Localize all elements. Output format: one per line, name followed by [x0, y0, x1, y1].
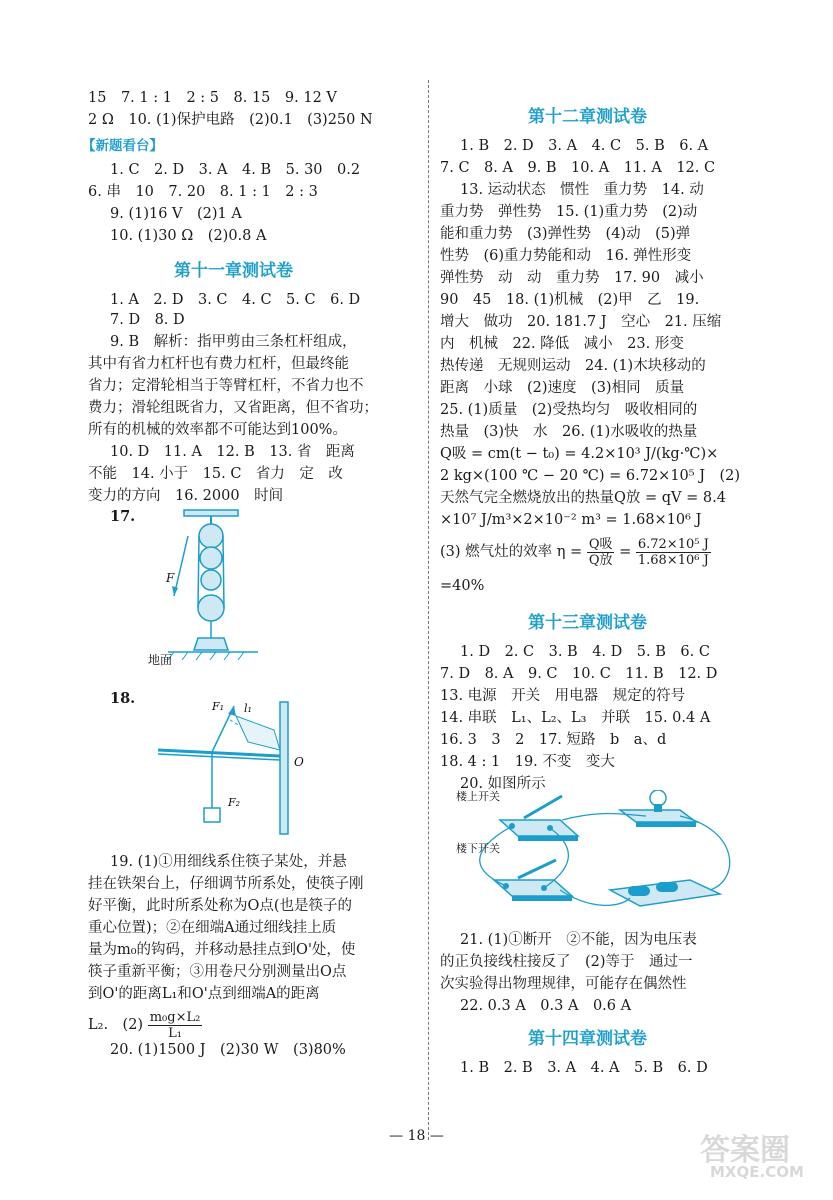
answer-line: 10. (1)30 Ω (2)0.8 A [110, 228, 267, 244]
efficiency-line [440, 532, 711, 572]
fraction [148, 1010, 203, 1041]
fraction-denominator: Q放 [588, 552, 613, 568]
answer-line: 13. 运动状态 惯性 重力势 14. 动 [460, 182, 704, 198]
answer-line: 90 45 18. (1)机械 (2)甲 乙 19. [440, 292, 700, 308]
answer-line: 2 Ω 10. (1)保护电路 (2)0.1 (3)250 N [88, 112, 373, 128]
fraction-denominator: 1.68×10⁶ J [637, 552, 709, 568]
answer-line: Q吸 = cm(t − t₀) = 4.2×10³ J/(kg·℃)× [440, 446, 719, 462]
answer-line: 省力；定滑轮相当于等臂杠杆，不省力也不 [88, 378, 364, 394]
efficiency-text: (3) 燃气灶的效率 η = [440, 544, 583, 560]
answer-line: 挂在铁架台上，仔细调节所系处，使筷子刚 [88, 876, 364, 892]
answer-line: 6. 串 10 7. 20 8. 1 : 1 2 : 3 [88, 184, 318, 200]
answer-line: 好平衡，此时所系处称为O点(也是筷子的 [88, 898, 353, 914]
circuit-figure [450, 790, 740, 930]
answer-line: ×10⁷ J/m³×2×10⁻² m³ = 1.68×10⁶ J [440, 512, 702, 528]
answer-line: 其中有省力杠杆也有费力杠杆，但最终能 [88, 356, 349, 372]
answer-line: 22. 0.3 A 0.3 A 0.6 A [460, 998, 632, 1014]
pivot-O-label: O [294, 755, 304, 769]
answer-line: 9. (1)16 V (2)1 A [110, 206, 242, 222]
answer-line: 7. D 8. A 9. C 10. C 11. B 12. D [440, 666, 718, 682]
answer-line: 15 7. 1 : 1 2 : 5 8. 15 9. 12 V [88, 90, 337, 106]
answer-line: 20. 如图所示 [460, 776, 546, 792]
fraction-numerator: 6.72×10⁵ J [637, 536, 709, 552]
answer-line: 性势 (6)重力势能和动 16. 弹性形变 [440, 248, 692, 264]
answer-text: L₂. (2) [88, 1017, 144, 1033]
answer-line: 16. 3 3 2 17. 短路 b a、d [440, 732, 667, 748]
answer-line: 1. B 2. D 3. A 4. C 5. B 6. A [460, 138, 709, 154]
answer-line: 18. 4 : 1 19. 不变 变大 [440, 754, 615, 770]
answer-line: 变力的方向 16. 2000 时间 [88, 488, 284, 504]
answer-line: 量为m₀的钩码，并移动悬挂点到O'处，使 [88, 942, 356, 958]
answer-line: 增大 做功 20. 181.7 J 空心 21. 压缩 [440, 314, 722, 330]
answer-line: 7. D 8. D [110, 312, 185, 328]
section-title-ch14: 第十四章测试卷 [528, 1029, 647, 1049]
pulley-figure [148, 500, 338, 680]
answer-line: 20. (1)1500 J (2)30 W (3)80% [110, 1042, 346, 1058]
watermark-logo [700, 1125, 820, 1185]
answer-line: 天然气完全燃烧放出的热量Q放 = qV = 8.4 [440, 490, 726, 506]
answer-line-fraction [88, 1008, 202, 1042]
answer-line: 能和重力势 (3)弹性势 (4)动 (5)弹 [440, 226, 691, 242]
answer-line: 所有的机械的效率都不可能达到100%。 [88, 422, 347, 438]
answer-line: 重心位置)；②在细端A通过细线挂上质 [88, 920, 337, 936]
new-topic-heading: 【新题看台】 [82, 138, 163, 154]
page-number: — 18 — [389, 1128, 444, 1144]
answer-line: 费力；滑轮组既省力，又省距离，但不省功； [88, 400, 378, 416]
answer-line: 内 机械 22. 降低 减小 23. 形变 [440, 336, 684, 352]
answer-line: 到O'的距离L₁和O'点到细端A的距离 [88, 986, 320, 1002]
section-title-ch12: 第十二章测试卷 [528, 107, 647, 127]
answer-line: 1. B 2. B 3. A 4. A 5. B 6. D [460, 1060, 708, 1076]
force-F2-label: F₂ [228, 796, 241, 809]
answer-line: 热传递 无规则运动 24. (1)木块移动的 [440, 358, 706, 374]
answer-line: 21. (1)①断开 ②不能，因为电压表 [460, 932, 697, 948]
answer-line: 9. B 解析：指甲剪由三条杠杆组成， [110, 334, 357, 350]
answer-line: 1. D 2. C 3. B 4. D 5. B 6. C [460, 644, 710, 660]
fraction-numerator: m₀g×L₂ [149, 1009, 201, 1025]
answer-line: 1. C 2. D 3. A 4. B 5. 30 0.2 [110, 162, 361, 178]
force-F1-label: F₁ [212, 700, 225, 713]
answer-line: 14. 串联 L₁、L₂、L₃ 并联 15. 0.4 A [440, 710, 711, 726]
fraction [636, 537, 711, 568]
watermark-main: 答案圈 [700, 1133, 790, 1168]
answer-line: 距离 小球 (2)速度 (3)相同 质量 [440, 380, 685, 396]
upstairs-switch-label: 楼上开关 [456, 790, 500, 803]
arm-l1-label: l₁ [244, 702, 252, 715]
question-17-label: 17. [110, 508, 136, 525]
fraction-numerator: Q吸 [588, 536, 613, 552]
answer-line: 1. A 2. D 3. C 4. C 5. C 6. D [110, 292, 361, 308]
fraction-denominator: L₁ [168, 1025, 182, 1041]
answer-line: 13. 电源 开关 用电器 规定的符号 [440, 688, 686, 704]
watermark-sub: MXQE.COM [710, 1163, 804, 1181]
answer-line: 的正负接线柱接反了 (2)等于 通过一 [440, 954, 693, 970]
question-18-label: 18. [110, 690, 136, 707]
answer-line: 次实验得出物理规律，可能存在偶然性 [440, 976, 687, 992]
answer-line: 25. (1)质量 (2)受热均匀 吸收相同的 [440, 402, 698, 418]
answer-line: 弹性势 动 动 重力势 17. 90 减小 [440, 270, 704, 286]
lever-figure [152, 690, 322, 840]
answer-line: =40% [440, 578, 485, 594]
equals-sign: = [619, 544, 632, 560]
answer-line: 重力势 弹性势 15. (1)重力势 (2)动 [440, 204, 698, 220]
answer-line: 19. (1)①用细线系住筷子某处，并悬 [110, 854, 347, 870]
section-title-ch13: 第十三章测试卷 [528, 613, 647, 633]
answer-line: 不能 14. 小于 15. C 省力 定 改 [88, 466, 343, 482]
section-title-ch11: 第十一章测试卷 [174, 261, 293, 281]
downstairs-switch-label: 楼下开关 [456, 842, 500, 855]
answer-line: 2 kg×(100 ℃ − 20 ℃) = 6.72×10⁵ J (2) [440, 468, 741, 484]
column-divider [428, 80, 429, 1140]
fraction [587, 537, 615, 568]
answer-line: 7. C 8. A 9. B 10. A 11. A 12. C [440, 160, 716, 176]
answer-line: 10. D 11. A 12. B 13. 省 距离 [110, 444, 355, 460]
answer-line: 热量 (3)快 水 26. (1)水吸收的热量 [440, 424, 698, 440]
ground-label: 地面 [148, 653, 173, 667]
answer-line: 筷子重新平衡；③用卷尺分别测量出O点 [88, 964, 347, 980]
force-F-label: F [166, 571, 175, 585]
